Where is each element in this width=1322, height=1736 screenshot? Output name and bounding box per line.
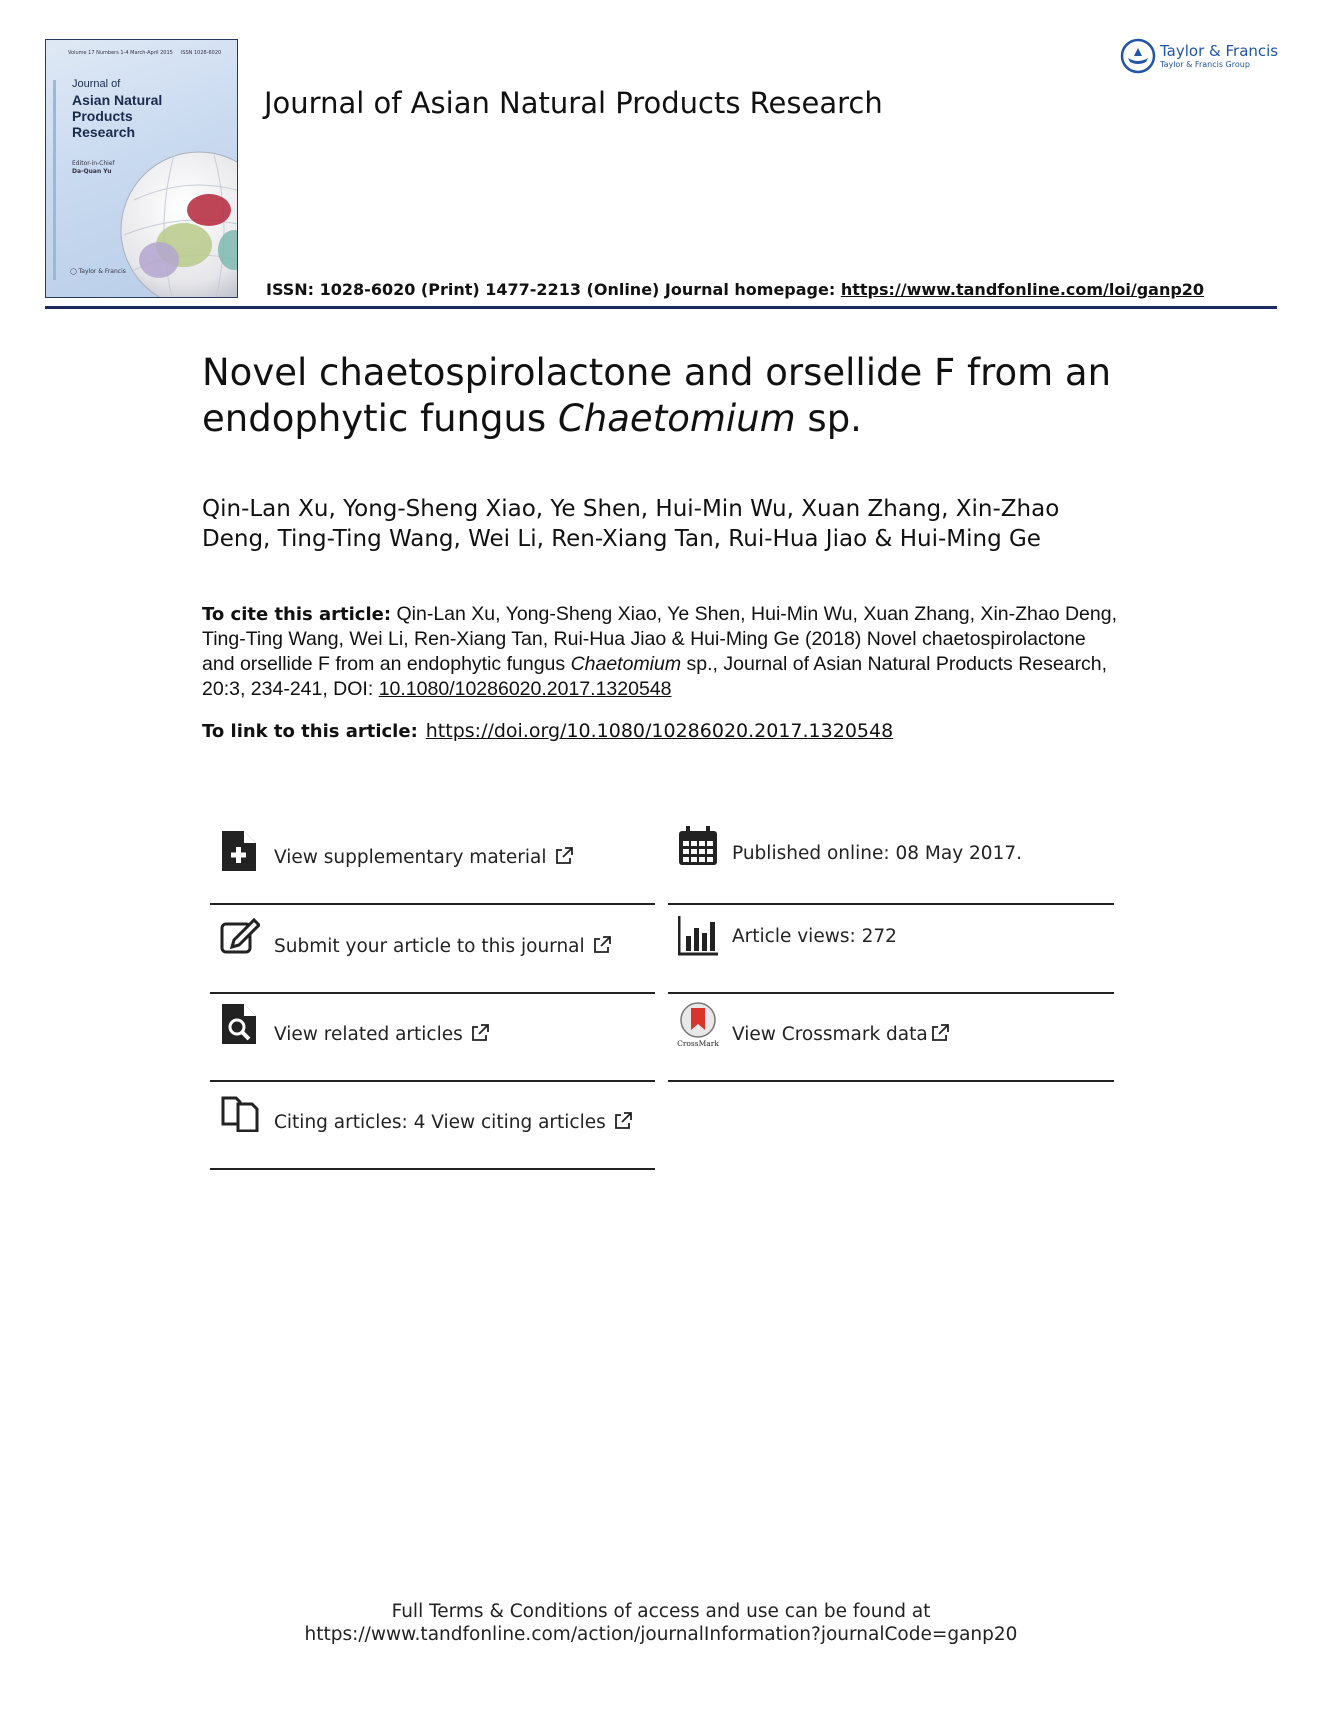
crossmark-box[interactable]	[668, 994, 1114, 1082]
external-link-icon	[931, 1024, 949, 1042]
citation-label: To cite this article:	[202, 604, 392, 625]
taylor-francis-logo-icon	[1120, 38, 1156, 74]
related-label: View related articles	[274, 1024, 463, 1045]
copy-files-icon	[220, 1092, 260, 1132]
cover-publisher: ◯ Taylor & Francis	[70, 268, 126, 275]
link-label: To link to this article:	[202, 721, 418, 742]
crossmark-label: View Crossmark data	[732, 1024, 928, 1045]
citation-doi-link[interactable]: 10.1080/10286020.2017.1320548	[378, 678, 672, 700]
related-articles-box[interactable]	[210, 994, 655, 1082]
cover-editor: Editor-in-Chief Da-Quan Yu	[72, 160, 115, 175]
bar-chart-icon	[678, 916, 718, 956]
edit-icon	[220, 916, 260, 956]
article-doi-link[interactable]: https://doi.org/10.1080/10286020.2017.1320548	[425, 720, 894, 742]
external-link-icon	[555, 847, 573, 865]
article-title: Novel chaetospirolactone and orsellide F from an endophytic fungus Chaetomium sp.	[202, 351, 1112, 440]
calendar-icon	[678, 826, 718, 866]
crossmark-icon	[676, 1002, 720, 1048]
issn-line: ISSN: 1028-6020 (Print) 1477-2213 (Online) Journal homepage: https://www.tandfonline.com/loi/ganp20	[266, 280, 1205, 299]
external-link-icon	[614, 1112, 632, 1130]
supplementary-label: View supplementary material	[274, 847, 547, 868]
footer-line-1: Full Terms & Conditions of access and use can be found at	[391, 1601, 931, 1622]
article-link-row	[202, 720, 893, 742]
external-link-icon	[471, 1024, 489, 1042]
citation-block: To cite this article: Qin-Lan Xu, Yong-Sheng Xiao, Ye Shen, Hui-Min Wu, Xuan Zhang, Xin-Zhao Deng, Ting-Ting Wang, Wei Li, Ren-Xiang Tan, Rui-Hua Jiao & Hui-Ming Ge (2018) Novel chaetospirolactone and orsellide F from an endophytic fungus Chaetomium sp., Journal of Asian Natural Products Research, 20:3, 234-241, DOI: 10.1080/10286020.2017.1320548	[202, 603, 1118, 700]
submit-article-box[interactable]	[210, 906, 655, 994]
file-search-icon	[220, 1004, 260, 1044]
authors: Qin-Lan Xu, Yong-Sheng Xiao, Ye Shen, Hui-Min Wu, Xuan Zhang, Xin-Zhao Deng, Ting-Ting Wang, Wei Li, Ren-Xiang Tan, Rui-Hua Jiao & Hui-Ming Ge	[202, 496, 1060, 552]
taylor-francis-logo[interactable]	[1120, 38, 1280, 78]
article-views: Article views: 272	[732, 926, 897, 947]
journal-cover-image	[45, 39, 238, 298]
external-link-icon	[593, 936, 611, 954]
journal-title: Journal of Asian Natural Products Research	[264, 86, 883, 120]
supplementary-material-box[interactable]	[210, 817, 655, 905]
footer-terms	[0, 1600, 1322, 1646]
cover-title: Journal of Asian Natural Products Research	[72, 78, 163, 140]
file-plus-icon	[220, 831, 260, 871]
cover-spine-icon	[50, 80, 60, 280]
header-divider	[45, 306, 1277, 309]
journal-homepage-link[interactable]: https://www.tandfonline.com/loi/ganp20	[840, 280, 1205, 299]
cover-volume-line: Volume 17 Numbers 1-4 March-April 2015 ISSN 1028-6020	[68, 50, 222, 56]
submit-label: Submit your article to this journal	[274, 936, 585, 957]
citing-label: Citing articles: 4 View citing articles	[274, 1112, 606, 1133]
protein-globe-icon	[114, 140, 238, 298]
publisher-name: Taylor & Francis	[1160, 42, 1279, 60]
citing-articles-box[interactable]	[210, 1082, 655, 1170]
published-online-box	[668, 817, 1114, 905]
article-views-box	[668, 906, 1114, 994]
crossmark-logo-text: CrossMark	[677, 1039, 719, 1048]
footer-terms-link[interactable]: https://www.tandfonline.com/action/journalInformation?journalCode=ganp20	[304, 1624, 1018, 1645]
published-date: Published online: 08 May 2017.	[732, 843, 1023, 864]
publisher-group: Taylor & Francis Group	[1160, 60, 1250, 69]
